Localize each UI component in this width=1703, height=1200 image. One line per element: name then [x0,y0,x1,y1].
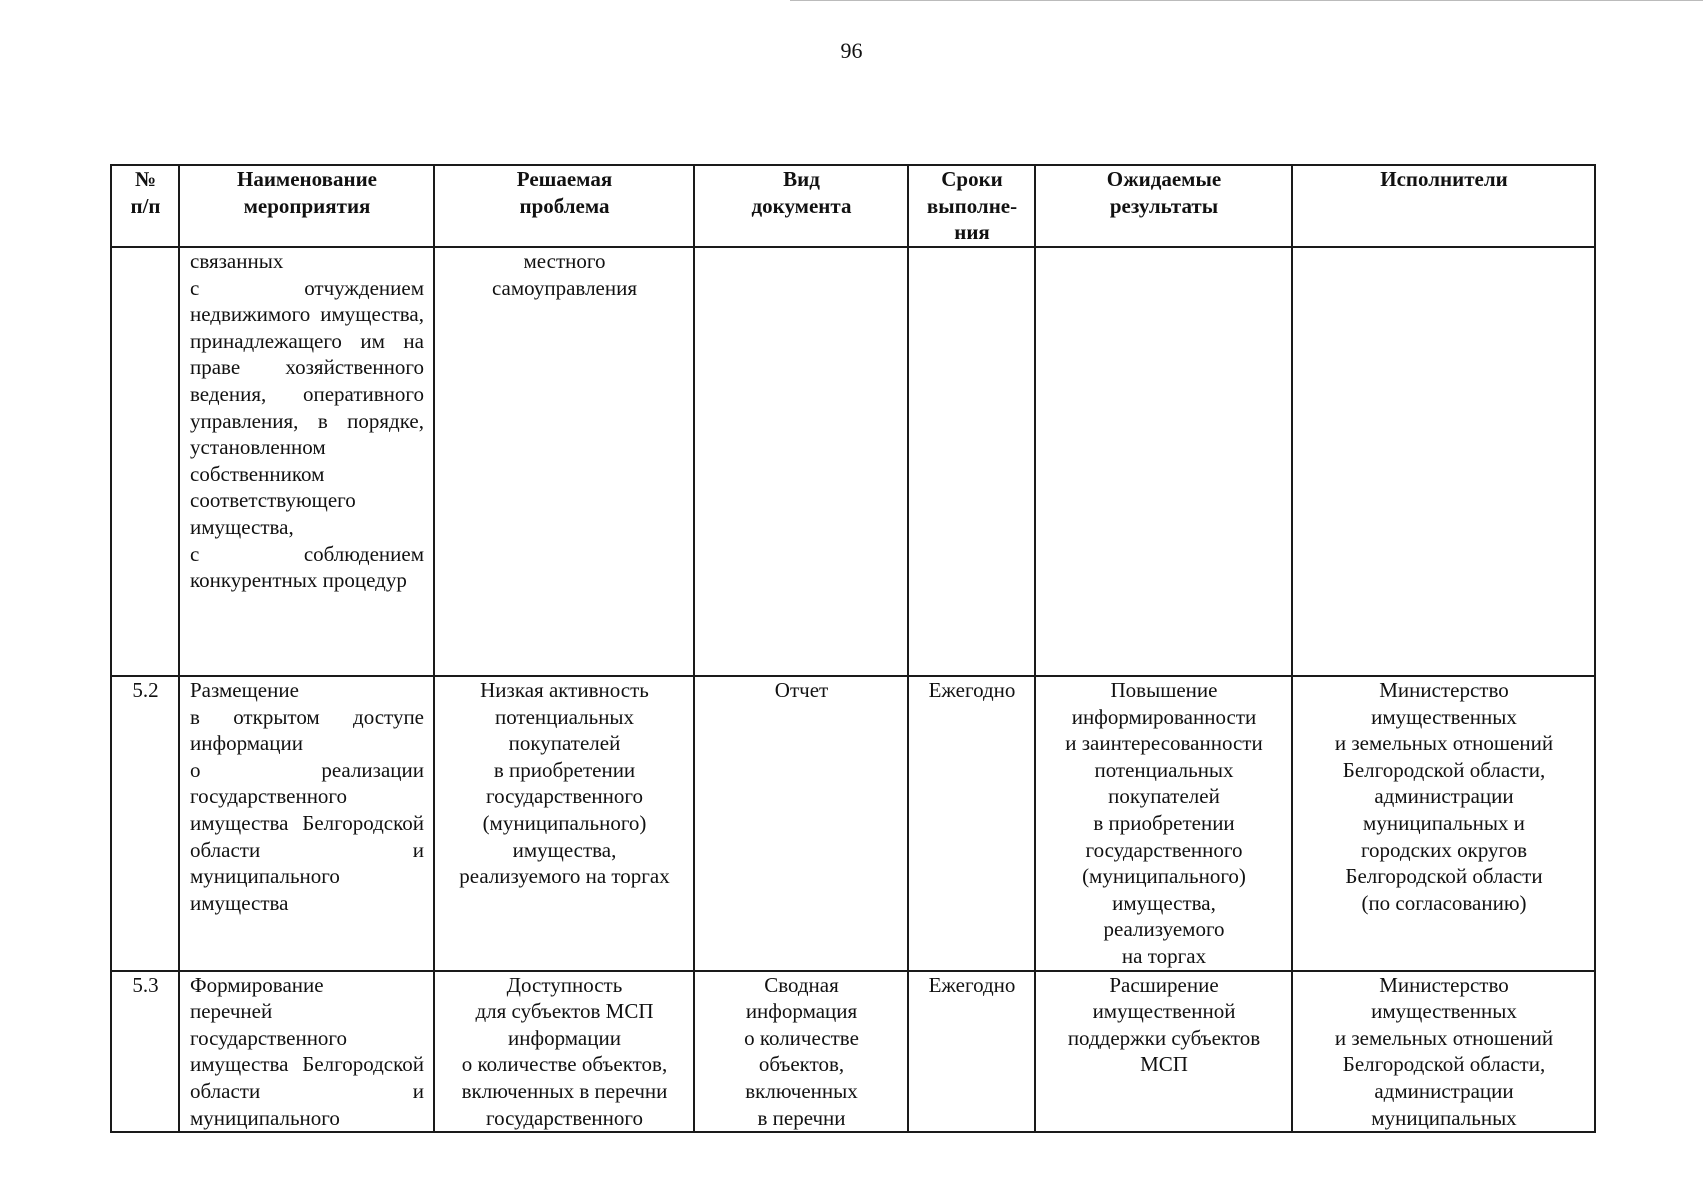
table-row [111,971,1595,1133]
header-expected-results: Ожидаемые результаты [1035,165,1292,247]
cell-problem: Доступность для субъектов МСП информации о количестве объектов, включенных в перечни государственного [434,971,694,1133]
cell-number: 5.3 [111,971,179,1133]
cell-expected-results: Повышение информированности и заинтересованности потенциальных покупателей в приобретении государственного (муниципального) имущества, реализуемого на торгах [1035,676,1292,971]
cell-event-name: связанных с отчуждением недвижимого имущества, принадлежащего им на праве хозяйственного ведения, оперативного управления, в порядке, установленном собственником соответствующего имущества, с соблюдением конкурентных процедур [179,247,434,676]
scan-top-rule [790,0,1703,1]
cell-document-type [694,247,908,676]
cell-deadline: Ежегодно [908,971,1035,1133]
table-row [111,247,1595,676]
header-problem: Решаемая проблема [434,165,694,247]
header-number: № п/п [111,165,179,247]
cell-deadline: Ежегодно [908,676,1035,971]
header-deadline: Сроки выполне- ния [908,165,1035,247]
cell-executors: Министерство имущественных и земельных отношений Белгородской области, администрации муниципальных и городских округов Белгородской области (по согласованию) [1292,676,1595,971]
cell-event-name: Размещение в открытом доступе информации о реализации государственного имущества Белгородской области и муниципального имущества [179,676,434,971]
cell-deadline [908,247,1035,676]
cell-problem: Низкая активность потенциальных покупателей в приобретении государственного (муниципального) имущества, реализуемого на торгах [434,676,694,971]
cell-document-type: Отчет [694,676,908,971]
cell-executors: Министерство имущественных и земельных отношений Белгородской области, администрации муниципальных [1292,971,1595,1133]
header-event-name: Наименование мероприятия [179,165,434,247]
page-number: 96 [840,38,863,63]
cell-number [111,247,179,676]
cell-event-name: Формирование перечней государственного имущества Белгородской области и муниципального [179,971,434,1133]
cell-document-type: Сводная информация о количестве объектов, включенных в перечни [694,971,908,1133]
cell-expected-results: Расширение имущественной поддержки субъектов МСП [1035,971,1292,1133]
table-row [111,676,1595,971]
cell-executors [1292,247,1595,676]
header-document-type: Вид документа [694,165,908,247]
action-plan-table [110,164,1596,1133]
cell-problem: местного самоуправления [434,247,694,676]
cell-number: 5.2 [111,676,179,971]
header-executors: Исполнители [1292,165,1595,247]
cell-expected-results [1035,247,1292,676]
table-header-row [111,165,1595,247]
